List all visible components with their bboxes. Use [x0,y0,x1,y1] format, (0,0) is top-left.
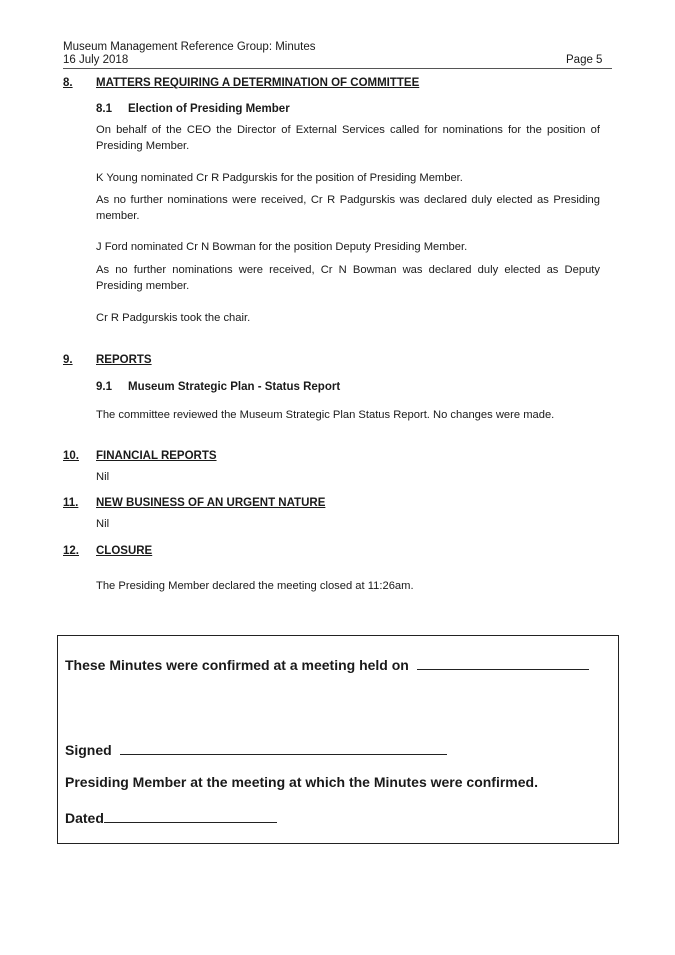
paragraph: As no further nominations were received, Cr N Bowman was declared duly elected as Deputy Presiding member. [96,264,600,292]
signed-label: Signed [65,742,112,758]
document-date: 16 July 2018 [63,54,129,66]
subsection-title: Museum Strategic Plan - Status Report [128,381,341,393]
section-heading: FINANCIAL REPORTS [96,450,217,462]
paragraph: Nil [96,518,110,530]
paragraph: Cr R Padgurskis took the chair. [96,312,251,324]
section-heading: CLOSURE [96,545,153,557]
paragraph: K Young nominated Cr R Padgurskis for the position of Presiding Member. [96,172,463,184]
paragraph: J Ford nominated Cr N Bowman for the position Deputy Presiding Member. [96,241,468,253]
confirmed-text: These Minutes were confirmed at a meeting held on [65,657,409,673]
section-number: 9. [63,354,73,366]
subsection-number: 8.1 [96,103,112,115]
meeting-date-blank[interactable] [417,655,589,670]
section-heading: REPORTS [96,354,152,366]
page-number: Page 5 [566,54,603,66]
signed-line [65,740,447,758]
document-title: Museum Management Reference Group: Minutes [63,41,316,53]
section-heading: NEW BUSINESS OF AN URGENT NATURE [96,497,326,509]
section-number: 12. [63,545,79,557]
confirmation-line [65,655,589,673]
signature-blank[interactable] [120,740,447,755]
paragraph: The committee reviewed the Museum Strategic Plan Status Report. No changes were made. [96,409,555,421]
paragraph: The Presiding Member declared the meeting closed at 11:26am. [96,580,414,592]
subsection-number: 9.1 [96,381,112,393]
paragraph: On behalf of the CEO the Director of External Services called for nominations for the position of Presiding Member. [96,124,600,152]
presiding-text: Presiding Member at the meeting at which the Minutes were confirmed. [65,774,538,790]
paragraph: As no further nominations were received, Cr R Padgurskis was declared duly elected as Presiding member. [96,194,600,222]
dated-label: Dated [65,810,104,826]
dated-blank[interactable] [104,808,277,823]
section-number: 11. [63,497,79,509]
subsection-title: Election of Presiding Member [128,103,290,115]
section-heading: MATTERS REQUIRING A DETERMINATION OF COMMITTEE [96,77,420,89]
paragraph: Nil [96,471,110,483]
subsection-heading [96,103,290,115]
section-number: 8. [63,77,73,89]
header-rule [63,68,612,69]
subsection-heading [96,381,340,393]
dated-line [65,808,277,826]
section-number: 10. [63,450,79,462]
